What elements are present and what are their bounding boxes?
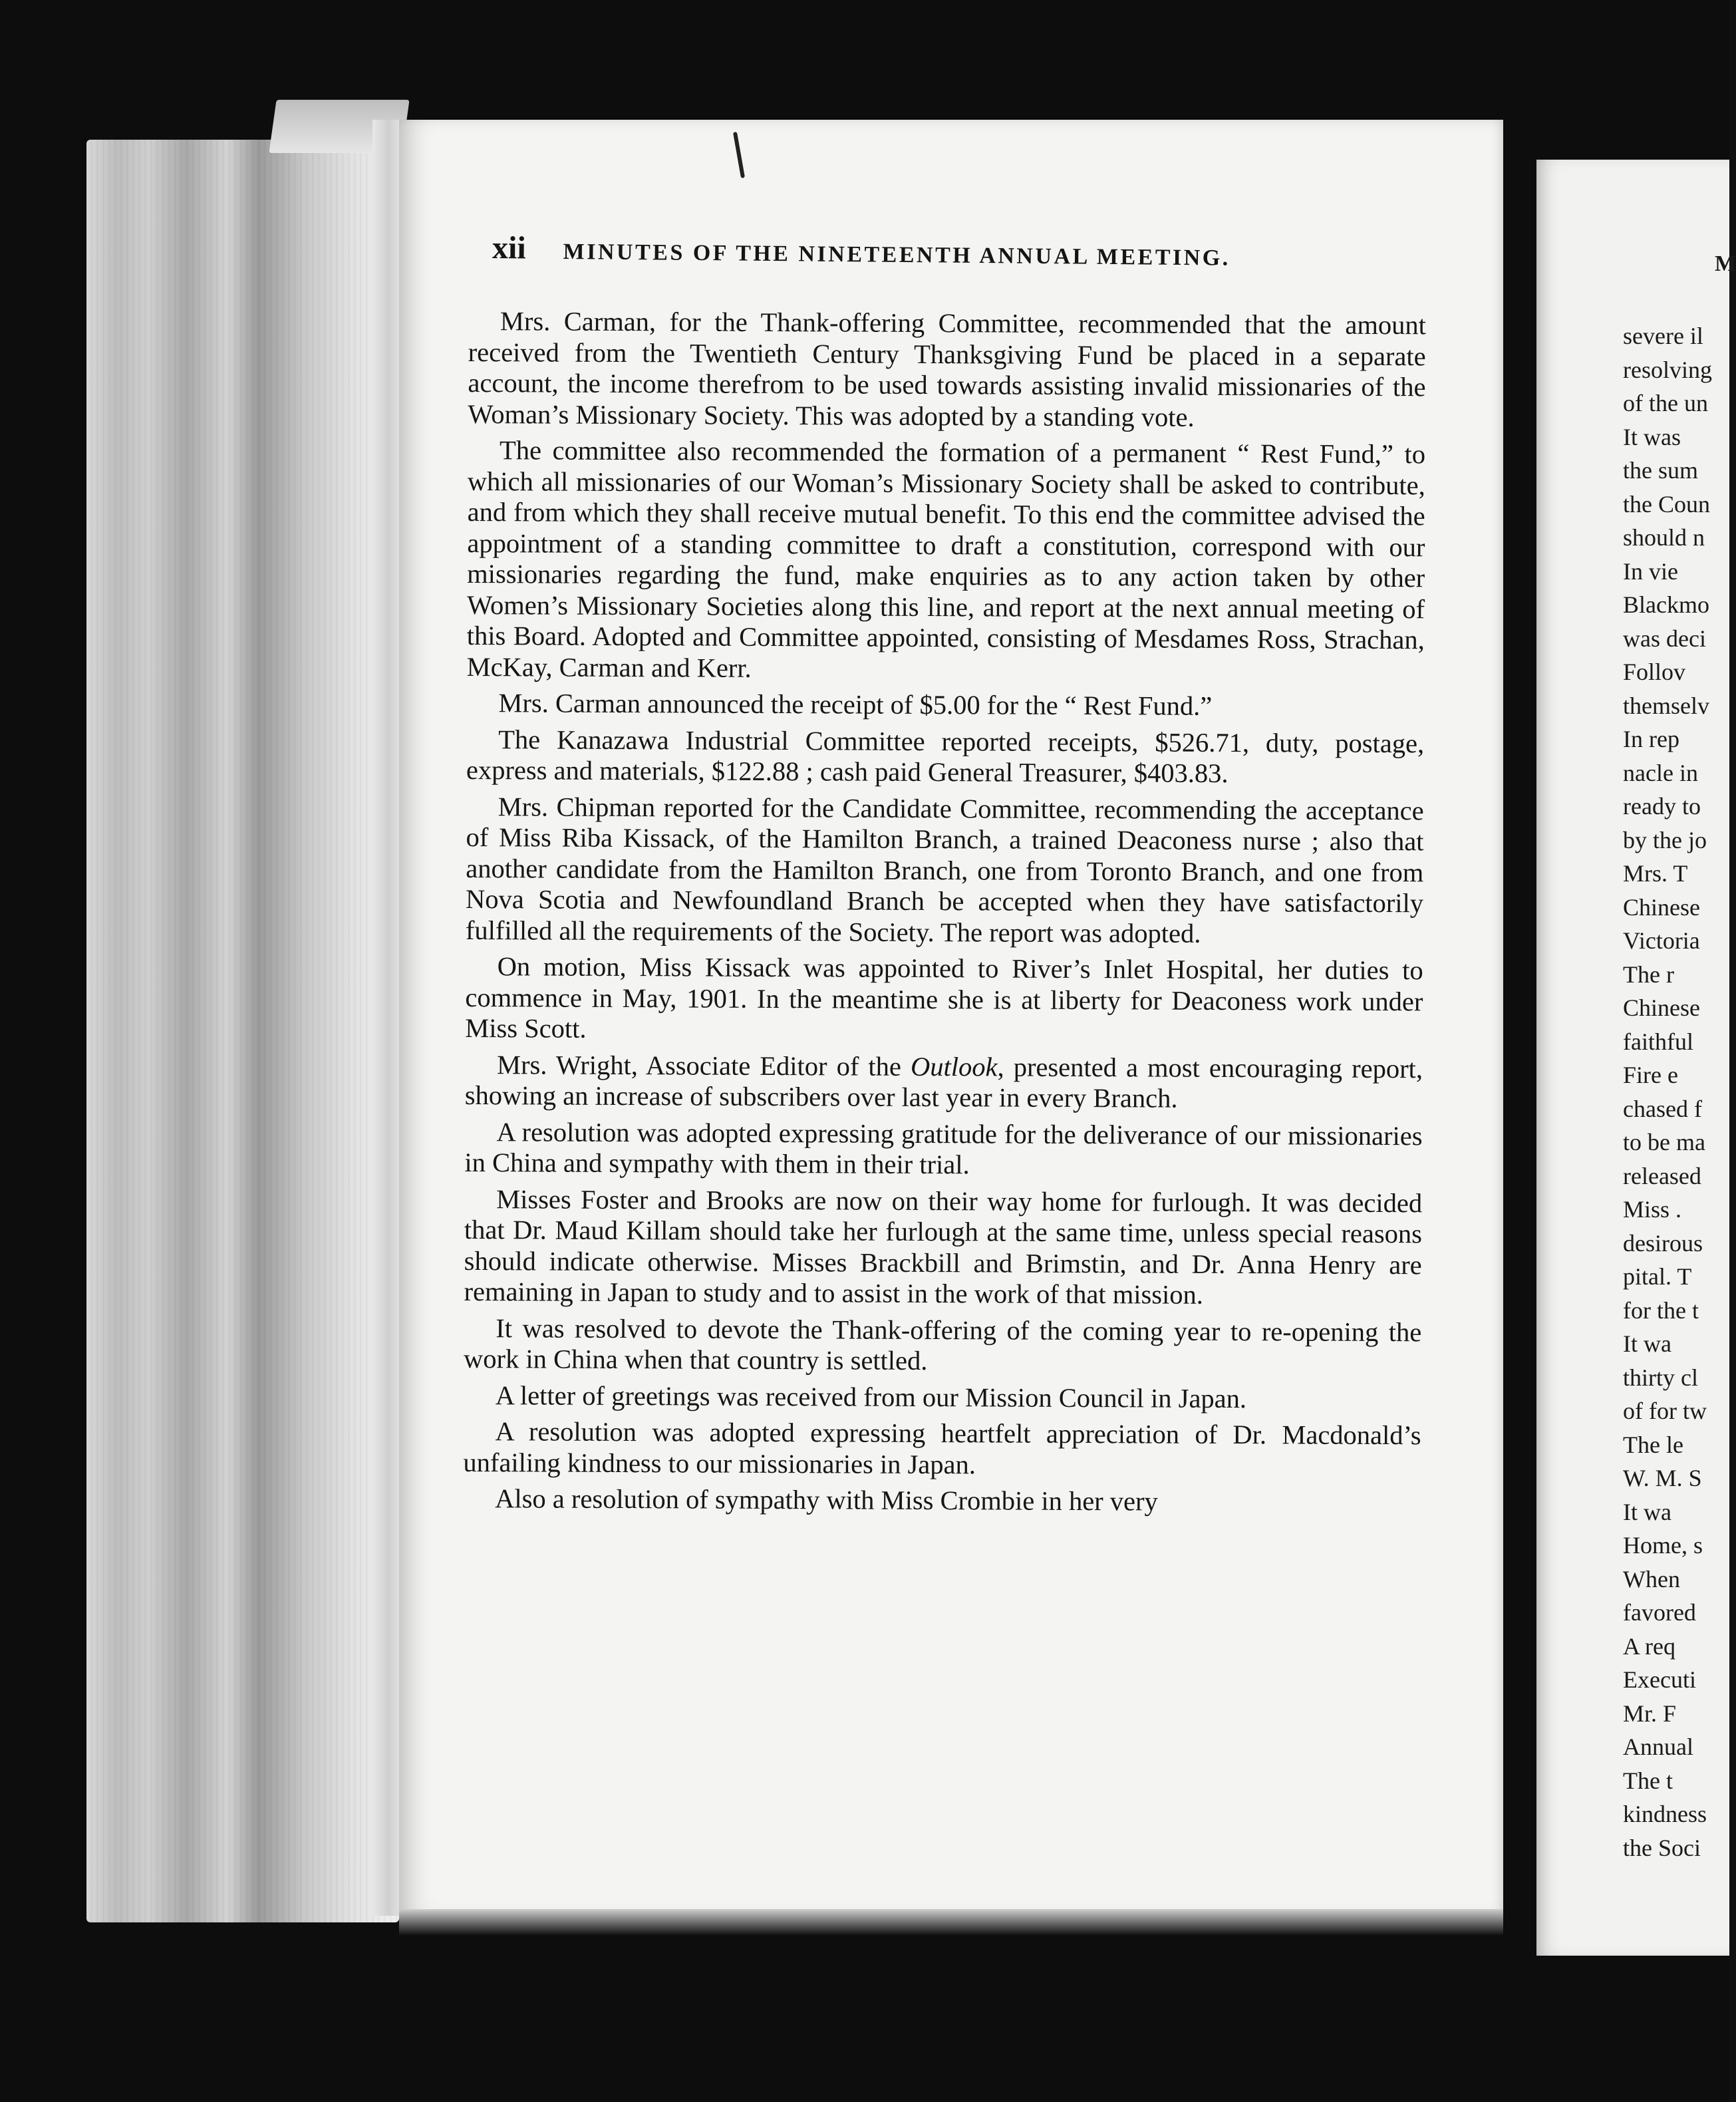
paragraph: It was resolved to devote the Thank-offering of the coming year to re-opening the work in China when that country is settled.: [463, 1312, 1422, 1376]
running-title: MINUTES OF THE NINETEENTH ANNUAL MEETING.: [563, 239, 1230, 271]
right-page-line: favored: [1623, 1599, 1696, 1626]
right-page-line: released: [1623, 1162, 1701, 1189]
paragraph: Mrs. Carman, for the Thank-offering Committee, recommended that the amount received from the Twentieth Century Thanksgiving Fund be placed in a separate account, the income therefrom to be used towards assisting invalid missionaries of the Woman’s Missionary Society. This was adopted by a standing vote.: [468, 306, 1426, 432]
right-page-line: of the un: [1623, 390, 1708, 416]
right-page-line: of for tw: [1623, 1398, 1707, 1424]
right-page-line: In rep: [1623, 726, 1679, 752]
right-page-line: It wa: [1623, 1498, 1671, 1525]
right-page-line: should n: [1623, 524, 1705, 551]
paragraph: A resolution was adopted expressing gratitude for the deliverance of our missionaries in China and sympathy with them in their trial.: [464, 1116, 1423, 1180]
right-page-line: desirous: [1623, 1229, 1703, 1257]
right-page-line: Victoria: [1623, 927, 1700, 954]
book-page-edges: [86, 140, 399, 1922]
right-page-line: Home, s: [1623, 1532, 1703, 1559]
right-page-line: to be ma: [1623, 1129, 1705, 1155]
right-page-line: pital. T: [1623, 1263, 1692, 1290]
right-page-line: for the t: [1623, 1296, 1699, 1324]
right-page-line: was deci: [1623, 625, 1706, 652]
paragraph: Misses Foster and Brooks are now on their way home for furlough. It was decided that Dr. Maud Killam should take her furlough at the same time, unless special reasons should indicate otherwise. Misses Brackbill and Brimstin, and Dr. Anna Henry are remaining in Japan to study and to assist in the work of that mission.: [464, 1183, 1423, 1310]
body-text: [463, 306, 1426, 1524]
right-page-line: Mrs. T: [1623, 860, 1688, 887]
right-page-line: thirty cl: [1623, 1364, 1698, 1391]
right-page-line: the Coun: [1623, 490, 1710, 518]
right-page-text: [1623, 319, 1729, 1902]
paragraph: On motion, Miss Kissack was appointed to River’s Inlet Hospital, her duties to commence in May, 1901. In the meantime she is at liberty for Deaconess work under Miss Scott.: [465, 951, 1423, 1044]
right-page-line: resolving: [1623, 356, 1712, 383]
right-page-line: Follov: [1623, 659, 1686, 685]
right-page-line: The le: [1623, 1431, 1683, 1458]
right-page-line: Mr. F: [1623, 1700, 1677, 1727]
paragraph: A resolution was adopted expressing heartfelt appreciation of Dr. Macdonald’s unfailing kindness to our missionaries in Japan.: [463, 1416, 1421, 1479]
right-page-line: When: [1623, 1565, 1680, 1592]
right-page-line: The t: [1623, 1767, 1673, 1794]
right-page-line: nacle in: [1623, 759, 1698, 786]
right-page-line: Annual: [1623, 1733, 1693, 1760]
right-page-line: the Soci: [1623, 1834, 1701, 1861]
right-page-line: by the jo: [1623, 826, 1707, 853]
right-page-line: W. M. S: [1623, 1465, 1702, 1491]
right-page-line: Miss .: [1623, 1196, 1682, 1223]
paragraph-text: , presented a most encouraging report, showing an increase of subscribers over last year in every Branch.: [464, 1051, 1423, 1114]
right-page-running-head: M: [1715, 251, 1736, 276]
paragraph: A letter of greetings was received from our Mission Council in Japan.: [495, 1380, 1247, 1414]
page-bottom-edge: [399, 1909, 1503, 1936]
outlook-paragraph: [465, 1049, 1423, 1115]
right-page-line: themselv: [1623, 692, 1709, 719]
paragraph: Also a resolution of sympathy with Miss Crombie in her very: [495, 1483, 1158, 1517]
right-page-line: faithful: [1623, 1028, 1693, 1055]
right-page-line: It wa: [1623, 1330, 1671, 1357]
right-page-line: kindness: [1623, 1801, 1707, 1827]
right-page-line: severe il: [1623, 323, 1703, 349]
paragraph: The Kanazawa Industrial Committee reported receipts, $526.71, duty, postage, express and materials, $122.88 ; cash paid General Treasurer, $403.83.: [466, 724, 1425, 788]
right-page-line: In vie: [1623, 557, 1678, 585]
right-page-line: the sum: [1623, 457, 1698, 484]
paragraph: Mrs. Carman announced the receipt of $5.00 for the “ Rest Fund.”: [498, 688, 1213, 721]
right-page-line: The r: [1623, 961, 1674, 988]
page-number: xii: [492, 230, 526, 266]
right-page-line: Chinese: [1623, 893, 1700, 921]
right-page-line: It was: [1623, 423, 1681, 450]
paragraph: Mrs. Chipman reported for the Candidate Committee, recommending the acceptance of Miss Riba Kissack, of the Hamilton Branch, a trained Deaconess nurse ; also that another candidate from the Hamilton Branch, one from Toronto Branch, and one from Nova Scotia and Newfoundland Branch be accepted when they have satisfactorily fulfilled all the requirements of the Society. The report was adopted.: [465, 791, 1424, 949]
outlook-title: Outlook: [910, 1051, 998, 1082]
right-page-line: chased f: [1623, 1095, 1702, 1122]
running-head: [492, 229, 1338, 277]
right-page-line: ready to: [1623, 793, 1701, 820]
right-page-line: Chinese: [1623, 994, 1700, 1021]
paragraph-text: Mrs. Wright, Associate Editor of the: [496, 1049, 911, 1082]
right-page-line: A req: [1623, 1632, 1675, 1660]
right-page-line: Blackmo: [1623, 591, 1709, 618]
right-page-line: Fire e: [1623, 1062, 1678, 1088]
right-page-line: Executi: [1623, 1666, 1696, 1693]
paragraph: The committee also recommended the formation of a permanent “ Rest Fund,” to which all missionaries of our Woman’s Missionary Society shall be asked to contribute, and from which they shall receive mutual benefit. To this end the committee advised the appointment of a standing committee to draft a constitution, correspond with our missionaries regarding the fund, make enquiries as to any action taken by other Women’s Missionary Societies along this line, and report at the next annual meeting of this Board. Adopted and Committee appointed, consisting of Mesdames Ross, Strachan, McKay, Carman and Kerr.: [466, 435, 1426, 683]
